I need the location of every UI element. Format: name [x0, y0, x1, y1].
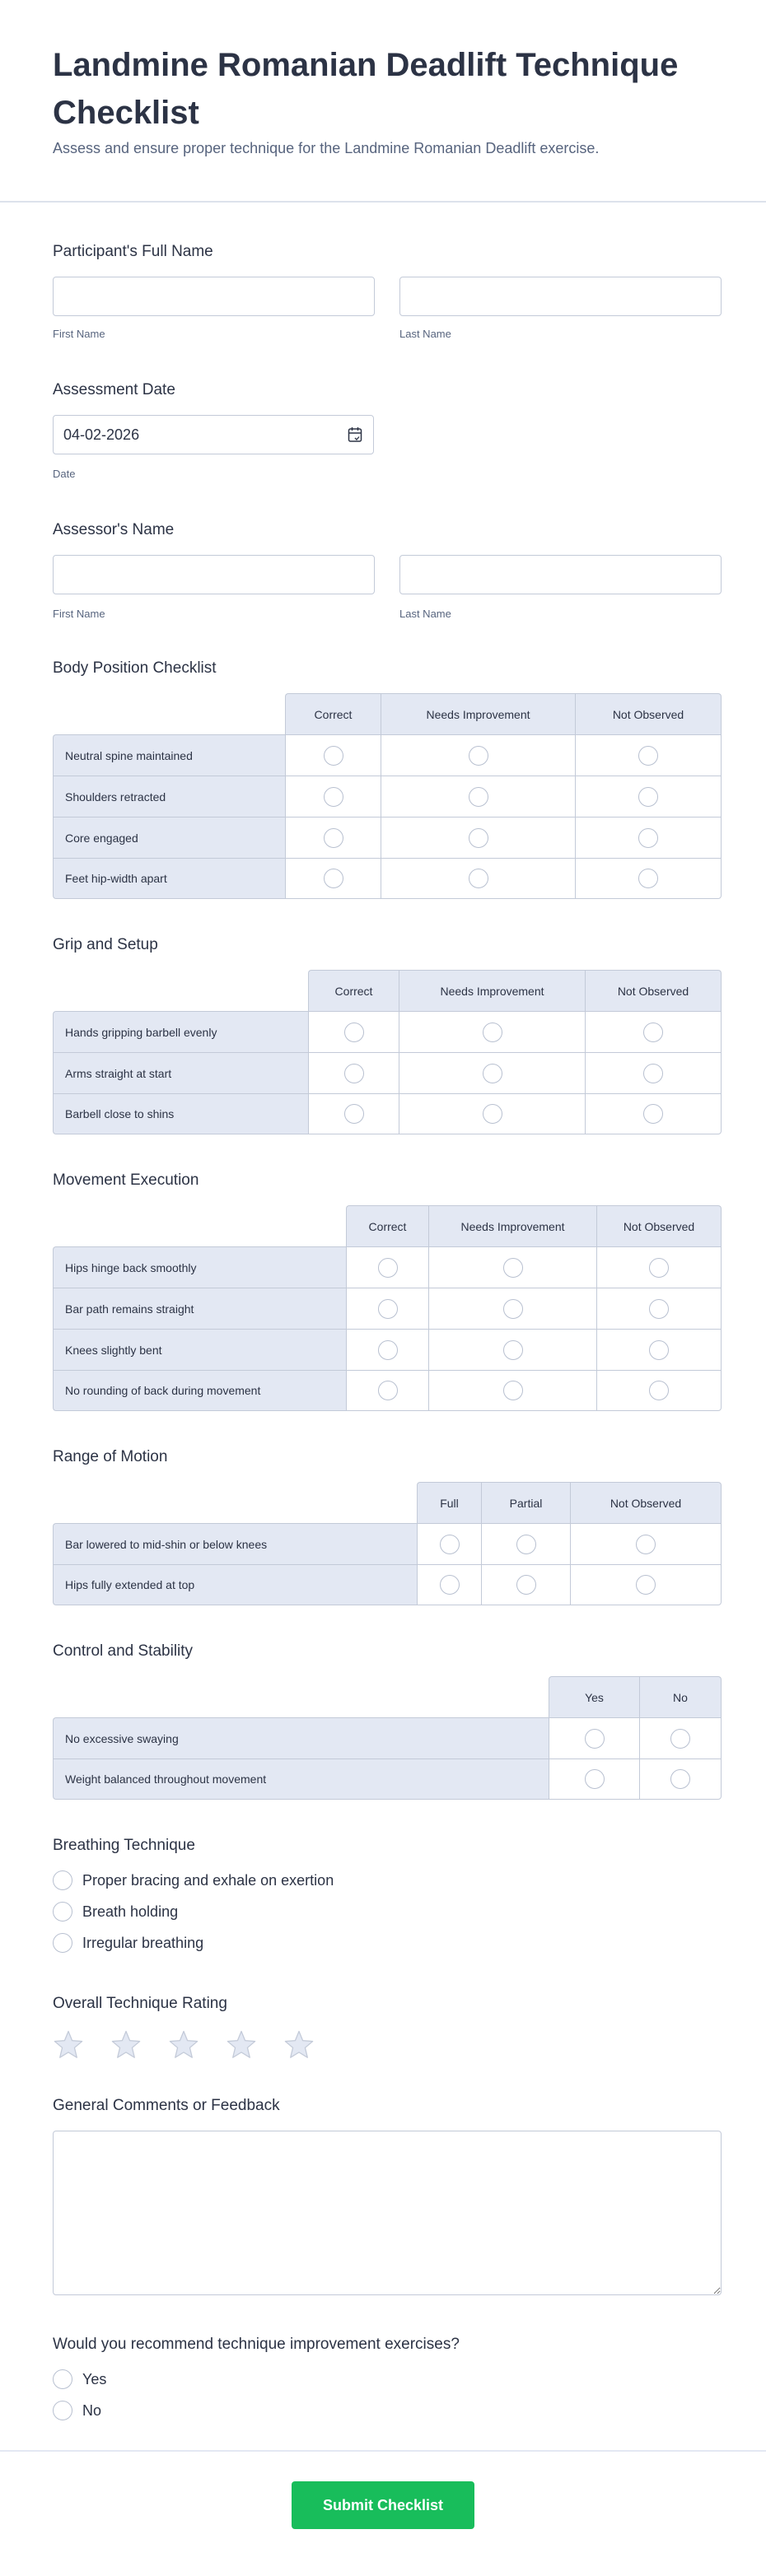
first-name-sublabel: First Name — [53, 608, 105, 620]
matrix-cell — [399, 1011, 585, 1052]
matrix-cell — [428, 1329, 596, 1370]
matrix-row — [53, 1564, 722, 1605]
star-icon[interactable] — [110, 2029, 142, 2061]
matrix-cell — [585, 1052, 722, 1093]
radio-button[interactable] — [344, 1104, 364, 1124]
radio-button[interactable] — [643, 1104, 663, 1124]
control-stability-section — [53, 1642, 722, 1800]
matrix-row — [53, 1523, 722, 1564]
radio-button[interactable] — [378, 1381, 398, 1400]
empty-header-cell — [53, 1676, 549, 1717]
matrix-cell — [575, 858, 722, 899]
column-header: Correct — [285, 693, 381, 734]
row-label: Neutral spine maintained — [53, 734, 285, 776]
breathing-option[interactable] — [53, 1927, 722, 1959]
form-footer — [0, 2450, 766, 2566]
comments-textarea[interactable] — [53, 2131, 722, 2295]
option-label: Proper bracing and exhale on exertion — [82, 1871, 334, 1889]
option-label: Yes — [82, 2370, 107, 2387]
matrix-cell — [596, 1246, 722, 1288]
matrix-cell — [570, 1523, 722, 1564]
row-label: Shoulders retracted — [53, 776, 285, 817]
matrix-cell — [549, 1758, 639, 1800]
column-header: Not Observed — [596, 1205, 722, 1246]
matrix-cell — [596, 1329, 722, 1370]
matrix-row — [53, 734, 722, 776]
radio-button[interactable] — [636, 1535, 656, 1554]
radio-button[interactable] — [503, 1299, 523, 1319]
matrix-cell — [481, 1564, 570, 1605]
radio-button[interactable] — [503, 1258, 523, 1278]
column-header: Yes — [549, 1676, 639, 1717]
radio-button[interactable] — [649, 1340, 669, 1360]
radio-button[interactable] — [53, 2369, 72, 2389]
matrix-cell — [399, 1052, 585, 1093]
row-label: Core engaged — [53, 817, 285, 858]
radio-button[interactable] — [643, 1064, 663, 1083]
assessor-first-name-input[interactable] — [53, 555, 375, 594]
breathing-technique-field — [53, 1836, 722, 1959]
matrix-cell — [285, 817, 381, 858]
matrix-cell — [346, 1288, 428, 1329]
body-position-matrix — [53, 693, 722, 899]
grip-setup-label: Grip and Setup — [53, 936, 158, 953]
matrix-cell — [381, 817, 575, 858]
column-header: Needs Improvement — [381, 693, 575, 734]
form-header — [0, 0, 766, 203]
radio-button[interactable] — [344, 1022, 364, 1042]
matrix-cell — [308, 1052, 399, 1093]
matrix-row — [53, 1246, 722, 1288]
assessment-date-field — [53, 380, 722, 482]
radio-button[interactable] — [469, 869, 488, 888]
column-header: Correct — [346, 1205, 428, 1246]
row-label: No rounding of back during movement — [53, 1370, 346, 1411]
matrix-row — [53, 1052, 722, 1093]
matrix-row — [53, 776, 722, 817]
column-header: Needs Improvement — [399, 970, 585, 1011]
matrix-cell — [308, 1011, 399, 1052]
recommend-exercises-field — [53, 2335, 722, 2426]
matrix-cell — [570, 1564, 722, 1605]
matrix-cell — [417, 1523, 481, 1564]
matrix-row — [53, 858, 722, 899]
matrix-cell — [639, 1717, 722, 1758]
matrix-cell — [481, 1523, 570, 1564]
matrix-row — [53, 1717, 722, 1758]
radio-button[interactable] — [324, 828, 343, 848]
first-name-sublabel: First Name — [53, 328, 105, 340]
column-header: Partial — [481, 1482, 570, 1523]
radio-button[interactable] — [324, 869, 343, 888]
radio-button[interactable] — [378, 1299, 398, 1319]
matrix-cell — [346, 1246, 428, 1288]
matrix-cell — [417, 1564, 481, 1605]
calendar-icon[interactable] — [348, 426, 362, 443]
radio-button[interactable] — [670, 1729, 690, 1749]
matrix-cell — [549, 1717, 639, 1758]
radio-button[interactable] — [638, 869, 658, 888]
matrix-sections — [53, 659, 722, 1800]
row-label: Knees slightly bent — [53, 1329, 346, 1370]
column-header: No — [639, 1676, 722, 1717]
last-name-sublabel: Last Name — [399, 608, 451, 620]
body-position-label: Body Position Checklist — [53, 659, 217, 677]
star-icon[interactable] — [168, 2029, 199, 2061]
radio-button[interactable] — [440, 1575, 460, 1595]
row-label: Weight balanced throughout movement — [53, 1758, 549, 1800]
control-stability-label: Control and Stability — [53, 1642, 194, 1660]
radio-button[interactable] — [670, 1769, 690, 1789]
participant-name-label: Participant's Full Name — [53, 243, 213, 260]
column-header: Not Observed — [585, 970, 722, 1011]
matrix-cell — [308, 1093, 399, 1134]
matrix-cell — [346, 1329, 428, 1370]
matrix-cell — [585, 1011, 722, 1052]
radio-button[interactable] — [503, 1340, 523, 1360]
radio-button[interactable] — [636, 1575, 656, 1595]
empty-header-cell — [53, 970, 308, 1011]
matrix-cell — [346, 1370, 428, 1411]
radio-button[interactable] — [324, 787, 343, 807]
option-label: Irregular breathing — [82, 1934, 204, 1951]
breathing-technique-label: Breathing Technique — [53, 1837, 195, 1854]
row-label: Hips fully extended at top — [53, 1564, 417, 1605]
empty-header-cell — [53, 693, 285, 734]
technique-rating-label: Overall Technique Rating — [53, 1995, 227, 2012]
assessment-date-label: Assessment Date — [53, 381, 175, 398]
matrix-cell — [381, 734, 575, 776]
range-of-motion-label: Range of Motion — [53, 1448, 168, 1465]
empty-header-cell — [53, 1205, 346, 1246]
star-rating — [53, 2029, 722, 2061]
comments-label: General Comments or Feedback — [53, 2097, 280, 2114]
matrix-row — [53, 1370, 722, 1411]
movement-execution-section — [53, 1171, 722, 1411]
radio-button[interactable] — [516, 1575, 536, 1595]
matrix-cell — [285, 734, 381, 776]
page-subtitle: Assess and ensure proper technique for the Landmine Romanian Deadlift exercise. — [53, 140, 600, 156]
column-header: Needs Improvement — [428, 1205, 596, 1246]
page-title: Landmine Romanian Deadlift Technique Checklist — [53, 47, 679, 131]
radio-button[interactable] — [503, 1381, 523, 1400]
row-label: Bar path remains straight — [53, 1288, 346, 1329]
matrix-cell — [428, 1370, 596, 1411]
column-header: Not Observed — [575, 693, 722, 734]
star-icon[interactable] — [283, 2029, 315, 2061]
radio-button[interactable] — [53, 1870, 72, 1890]
matrix-cell — [285, 858, 381, 899]
empty-header-cell — [53, 1482, 417, 1523]
matrix-cell — [596, 1288, 722, 1329]
radio-button[interactable] — [53, 1933, 72, 1953]
row-label: Arms straight at start — [53, 1052, 308, 1093]
radio-button[interactable] — [378, 1258, 398, 1278]
matrix-cell — [585, 1093, 722, 1134]
star-icon[interactable] — [226, 2029, 257, 2061]
radio-button[interactable] — [585, 1769, 605, 1789]
assessor-last-name-input[interactable] — [399, 555, 722, 594]
row-label: Hips hinge back smoothly — [53, 1246, 346, 1288]
radio-button[interactable] — [483, 1022, 502, 1042]
radio-button[interactable] — [585, 1729, 605, 1749]
radio-button[interactable] — [649, 1299, 669, 1319]
matrix-cell — [575, 776, 722, 817]
radio-button[interactable] — [638, 746, 658, 766]
radio-button[interactable] — [344, 1064, 364, 1083]
radio-button[interactable] — [516, 1535, 536, 1554]
radio-button[interactable] — [483, 1104, 502, 1124]
star-icon[interactable] — [53, 2029, 84, 2061]
participant-last-name-input[interactable] — [399, 277, 722, 316]
radio-button[interactable] — [638, 828, 658, 848]
radio-button[interactable] — [469, 787, 488, 807]
range-of-motion-matrix — [53, 1482, 722, 1605]
recommend-option-no[interactable] — [53, 2395, 722, 2426]
radio-button[interactable] — [483, 1064, 502, 1083]
row-label: Barbell close to shins — [53, 1093, 308, 1134]
control-stability-matrix — [53, 1676, 722, 1800]
participant-name-field — [53, 242, 722, 342]
matrix-cell — [639, 1758, 722, 1800]
radio-button[interactable] — [469, 828, 488, 848]
option-label: Breath holding — [82, 1903, 179, 1920]
matrix-row — [53, 817, 722, 858]
matrix-cell — [285, 776, 381, 817]
radio-button[interactable] — [649, 1381, 669, 1400]
matrix-cell — [575, 734, 722, 776]
row-label: No excessive swaying — [53, 1717, 549, 1758]
range-of-motion-section — [53, 1447, 722, 1605]
assessor-name-label: Assessor's Name — [53, 521, 175, 538]
matrix-row — [53, 1011, 722, 1052]
radio-button[interactable] — [469, 746, 488, 766]
radio-button[interactable] — [638, 787, 658, 807]
participant-first-name-input[interactable] — [53, 277, 375, 316]
assessment-date-input[interactable] — [53, 415, 374, 454]
matrix-cell — [381, 776, 575, 817]
radio-button[interactable] — [440, 1535, 460, 1554]
matrix-cell — [428, 1246, 596, 1288]
breathing-option[interactable] — [53, 1865, 722, 1896]
movement-execution-label: Movement Execution — [53, 1172, 199, 1189]
recommend-option-yes[interactable] — [53, 2364, 722, 2395]
body-position-section — [53, 659, 722, 899]
technique-rating-field — [53, 1994, 722, 2061]
comments-field — [53, 2096, 722, 2295]
matrix-cell — [596, 1370, 722, 1411]
movement-execution-matrix — [53, 1205, 722, 1411]
matrix-cell — [399, 1093, 585, 1134]
column-header: Full — [417, 1482, 481, 1523]
matrix-row — [53, 1758, 722, 1800]
breathing-option[interactable] — [53, 1896, 722, 1927]
matrix-row — [53, 1329, 722, 1370]
row-label: Feet hip-width apart — [53, 858, 285, 899]
row-label: Hands gripping barbell evenly — [53, 1011, 308, 1052]
radio-button[interactable] — [649, 1258, 669, 1278]
column-header: Not Observed — [570, 1482, 722, 1523]
option-label: No — [82, 2401, 102, 2419]
column-header: Correct — [308, 970, 399, 1011]
row-label: Bar lowered to mid-shin or below knees — [53, 1523, 417, 1564]
radio-button[interactable] — [324, 746, 343, 766]
submit-button[interactable]: Submit Checklist — [292, 2481, 474, 2529]
matrix-cell — [428, 1288, 596, 1329]
radio-button[interactable] — [53, 1902, 72, 1922]
date-sublabel: Date — [53, 468, 76, 480]
form-body — [0, 242, 766, 2426]
recommend-exercises-label: Would you recommend technique improvement exercises? — [53, 2336, 460, 2353]
grip-setup-section — [53, 935, 722, 1134]
matrix-cell — [381, 858, 575, 899]
matrix-row — [53, 1288, 722, 1329]
matrix-row — [53, 1093, 722, 1134]
grip-setup-matrix — [53, 970, 722, 1134]
assessor-name-field — [53, 520, 722, 622]
radio-button[interactable] — [53, 2401, 72, 2420]
radio-button[interactable] — [378, 1340, 398, 1360]
matrix-cell — [575, 817, 722, 858]
last-name-sublabel: Last Name — [399, 328, 451, 340]
radio-button[interactable] — [643, 1022, 663, 1042]
